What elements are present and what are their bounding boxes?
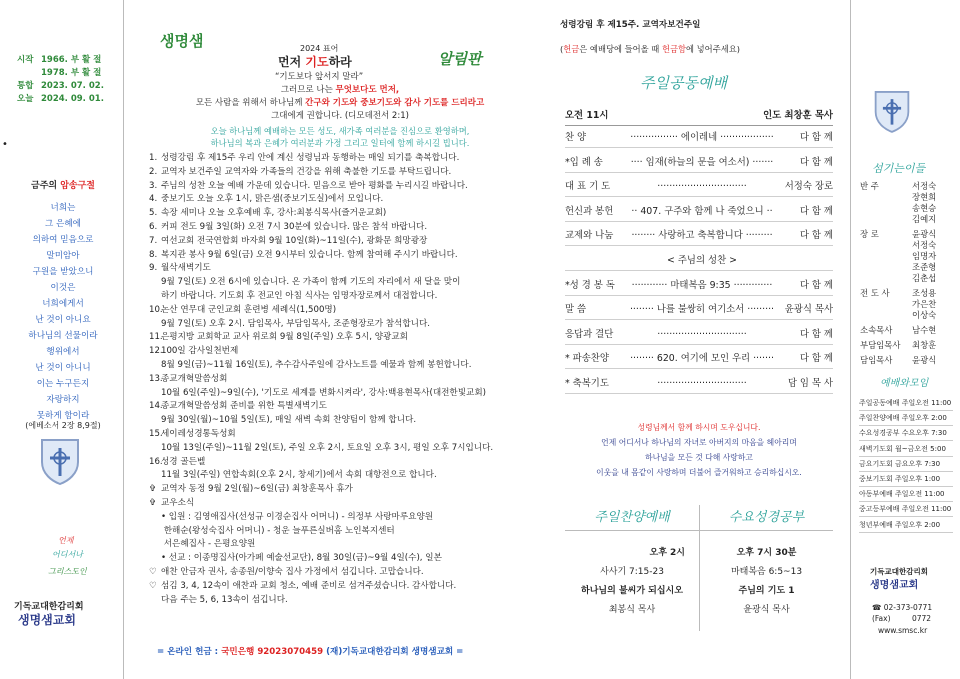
staff-role: 반 주 xyxy=(860,181,879,191)
column-divider xyxy=(850,0,851,679)
worship-order-row: 말 씀 ········ 나를 불쌍히 여기소서 ········· 윤광식 목사 xyxy=(565,300,833,320)
announcement-item: 5. 속장 세미나 오늘 오후예배 후, 강사:최봉식목사(즐거운교회) xyxy=(149,208,387,219)
history-row: 시작 1966. 부 활 절 xyxy=(17,55,102,65)
motto-year: 2024 표어 xyxy=(300,44,339,53)
verse-line: 이는 누구든지 xyxy=(36,379,90,389)
handwritten-note: 어디서나 xyxy=(52,550,83,559)
column-divider xyxy=(123,0,124,679)
verse-line: 자랑하지 xyxy=(46,395,80,405)
staff-role: 담임목사 xyxy=(860,355,893,365)
staff-name: 윤광식 xyxy=(912,355,937,365)
worship-title: 주일공동예배 xyxy=(640,74,727,92)
blessing-message: 성령님께서 함께 하시며 도우십니다. 언제 어디서나 하나님의 자녀로 아버지의 마음을 헤아리며 하나님을 모든 것 다해 사랑하고 이웃을 내 몸같이 사랑하며 더불어 즐거워하고 승리하십시오. xyxy=(596,423,802,477)
denomination-name: 기독교대한감리회 xyxy=(14,602,84,612)
worship-order-row: *성 경 봉 독 ············ 마태복음 9:35 ············· 다 함 께 xyxy=(565,276,833,296)
verse-line: 의하여 믿음으로 xyxy=(32,235,94,245)
program-row: 중고등부예배 주일오전 11:00 xyxy=(859,502,953,517)
announcement-item: 12.100일 감사일천번제 xyxy=(149,346,239,357)
program-row: 아동부예배 주일오전 11:00 xyxy=(859,487,953,502)
announcement-item: 8. 복지관 봉사 9월 6일(금) 오전 9시부터 있습니다. 함께 참여해 주시기 바랍니다. xyxy=(149,249,458,260)
staff-name: 윤광식 xyxy=(912,229,937,239)
history-row: 오늘 2024. 09. 01. xyxy=(17,94,104,104)
verse-reference: (에베소서 2장 8,9절) xyxy=(25,421,101,430)
staff-role: 장 로 xyxy=(860,229,879,239)
fax-number: (Fax) 0772 xyxy=(872,614,932,623)
church-shield-icon xyxy=(38,436,82,486)
website-link[interactable]: www.smsc.kr xyxy=(878,626,928,635)
announcement-item: 9. 월삭새벽기도 xyxy=(149,263,211,274)
staff-role: 부담임목사 xyxy=(860,340,901,350)
memory-verse xyxy=(8,200,118,424)
announcement-item: 10월 13일(주일)~11월 2일(토), 주일 오후 2시, 토요일 오후 3시, 평일 오후 7시입니다. xyxy=(161,442,494,453)
announcement-item: 11.은평지방 교회학교 교사 위로회 9월 8일(주일) 오후 5시, 양광교회 xyxy=(149,332,408,343)
welcome-message: 오늘 하나님께 예배하는 모든 성도, 새가족 여러분을 진심으로 환영하며, 하나님의 복과 은혜가 여러분과 가정 그리고 일터에 함께 하시길 빕니다. xyxy=(210,126,470,148)
staff-name: 남수현 xyxy=(912,325,937,335)
church-shield-icon xyxy=(872,88,912,134)
verse-line: 그 은혜에 xyxy=(45,219,81,229)
phone-number: ☎ 02-373-0771 xyxy=(872,603,933,612)
announcement-item: 7. 여선교회 전국연합회 바자회 9월 10일(화)~11일(수), 광화문 희망광장 xyxy=(149,235,428,246)
verse-line: 너희에게서 xyxy=(42,299,84,309)
history-row: 통합 2023. 07. 02. xyxy=(17,81,104,91)
motto: 먼저 기도하라 xyxy=(278,55,352,69)
announcement-item: 9월 30일(월)~10월 5일(토), 매일 새벽 속회 찬양팀이 함께 합니다. xyxy=(161,415,417,426)
history-row: 1978. 부 활 절 xyxy=(41,68,102,78)
announcement-item: 14.종교개혁말씀성회 준비를 위한 특별새벽기도 xyxy=(149,401,327,412)
handwritten-note: 그리스도인 xyxy=(48,567,87,576)
programs-title: 예배와모임 xyxy=(880,378,929,389)
announcement-item: • 선교 : 이종명집사(아가페 예술선교단), 8월 30일(금)~9월 4일(수), 일본 xyxy=(161,553,442,564)
verse-line: 이것은 xyxy=(50,283,76,293)
staff-role: 소속목사 xyxy=(860,325,893,335)
announcement-item: ✞ 교우소식 xyxy=(149,497,195,508)
announcement-item: 6. 커피 전도 9월 3일(화) 오전 7시 30분에 있습니다. 많은 참석 바랍니다. xyxy=(149,221,428,232)
announcement-item: 9월 7일(토) 오전 6시에 있습니다. 온 가족이 함께 기도의 자리에서 새 달을 맞이 xyxy=(161,277,461,288)
program-row: 수요성경공부 수요오후 7:30 xyxy=(859,426,953,441)
church-name: 생명샘교회 xyxy=(18,613,76,627)
staff-name: 서정숙 xyxy=(912,240,937,250)
announcement-item: 4. 중보기도 오늘 오후 1시, 맑은샘(중보기도실)에서 모입니다. xyxy=(149,194,384,205)
staff-name: 이상숙 xyxy=(912,310,937,320)
worship-order-row: * 축복기도 ······························ 담 임 목 사 xyxy=(565,374,833,394)
announcement-item: 3. 주님의 성찬 오늘 예배 가운데 있습니다. 믿음으로 받아 평화를 누리시길 바랍니다. xyxy=(149,180,468,191)
verse-line: 말미암아 xyxy=(46,251,80,261)
exhortation: 그러므로 나는 무엇보다도 먼저, 모든 사람을 위해서 하나님께 간구와 기도와 중보기도와 감사 기도를 드리라고 그대에게 권합니다. (디모데전서 2:1) xyxy=(195,85,485,121)
worship-order-row: *입 례 송 ···· 임재(하늘의 문을 여소서) ······· 다 함 께 xyxy=(565,153,833,173)
program-row: 주일공동예배 주일오전 11:00 xyxy=(859,396,953,411)
announcement-item: ♡ 애찬 안금자 권사, 송종원/이향숙 집사 가정에서 섬깁니다. 고맙습니다. xyxy=(149,566,424,577)
staff-name: 장현희 xyxy=(912,192,937,202)
announcement-item: 13.종교개혁말씀성회 xyxy=(149,373,228,384)
worship-order-row: 대 표 기 도 ······························ 서정숙 장로 xyxy=(565,177,833,197)
announcement-item: 10.논산 연무대 군인교회 훈련병 세례식(1,500명) xyxy=(149,304,337,315)
afternoon-service-header: 주일찬양예배 xyxy=(565,505,699,531)
verse-line: 난 것이 아니요 xyxy=(35,315,91,325)
bullet-dot: • xyxy=(2,139,8,150)
staff-name: 최창훈 xyxy=(912,340,937,350)
worship-time-row: 오전 11시 인도 최창훈 목사 xyxy=(565,106,833,126)
verse-line: 너희는 xyxy=(50,203,76,213)
denomination-name: 기독교대한감리회 xyxy=(870,567,928,576)
verse-line: 난 것이 아니니 xyxy=(35,363,91,373)
wednesday-study-header: 수요성경공부 xyxy=(699,505,833,531)
afternoon-service: 오후 2시 사사기 7:15-23 하나님의 불씨가 되십시오 최봉식 목사 xyxy=(581,548,685,615)
announcement-list xyxy=(149,152,544,607)
announcement-item: 하기 바랍니다. 기도회 후 전교인 아침 식사는 임명자장로께서 대접합니다. xyxy=(161,290,438,301)
announcement-item: 10월 6일(주일)~9일(수), '기도로 세계를 변화시켜라', 강사:백용현목사(대전한빛교회) xyxy=(161,387,486,398)
announcement-item: 1. 성령강림 후 제15주 우리 안에 계신 성령님과 동행하는 매일 되기를 축복합니다. xyxy=(149,153,460,163)
bulletin-title: 생명샘 xyxy=(160,32,204,50)
worship-order-row: 응답과 결단 ······························ 다 함 께 xyxy=(565,325,833,345)
staff-role: 전 도 사 xyxy=(860,288,890,298)
notice-board-title: 알림판 xyxy=(438,50,482,68)
church-name: 생명샘교회 xyxy=(870,580,919,591)
program-row: 새벽기도회 월~금오전 5:00 xyxy=(859,442,953,457)
announcement-item: 다음 주는 5, 6, 13속이 섬깁니다. xyxy=(161,594,288,605)
sunday-header: 성령강림 후 제15주. 교역자보건주일 xyxy=(560,20,701,30)
worship-order-row: < 주님의 성찬 > xyxy=(565,251,833,271)
handwritten-note: 언제 xyxy=(58,536,74,545)
program-row: 청년부예배 주일오후 2:00 xyxy=(859,518,953,533)
staff-name: 가은찬 xyxy=(912,299,937,309)
worship-order-row: 찬 양 ················ 에이레네 ·················· 다 함 께 xyxy=(565,128,833,148)
staff-name: 김춘섭 xyxy=(912,273,937,283)
staff-name: 송현승 xyxy=(912,203,937,213)
staff-name: 서정숙 xyxy=(912,181,937,191)
staff-name: 김예지 xyxy=(912,214,937,224)
announcement-item: 한해순(왕성숙집사 어머니) - 청운 늘푸른실버홈 노인복지센터 xyxy=(161,525,395,536)
online-offering: = 온라인 헌금 : 국민은행 92023070459 (재)기독교대한감리회 생명샘교회 = xyxy=(157,647,464,657)
verse-line: 구원을 받았으니 xyxy=(32,267,94,277)
program-row: 금요기도회 금요오후 7:30 xyxy=(859,457,953,472)
staff-title: 섬기는이들 xyxy=(872,162,926,175)
wednesday-study: 오후 7시 30분 마태복음 6:5~13 주님의 기도 1 윤광식 목사 xyxy=(730,548,803,615)
staff-name: 임명자 xyxy=(912,251,937,261)
announcement-item: 11월 3일(주일) 연합속회(오후 2시, 창세기)에서 속회 대항전으로 합니다. xyxy=(161,470,437,481)
announcement-item: ♡ 섬김 3, 4, 12속이 애찬과 교회 청소, 예배 준비로 섬겨주셨습니다. 감사합니다. xyxy=(149,580,457,591)
announcement-item: 15.세이레성경통독성회 xyxy=(149,428,236,439)
offering-notice: (헌금은 예배당에 들어올 때 헌금함에 넣어주세요) xyxy=(560,44,740,54)
announcement-item: • 입원 : 김영애집사(선성규 이경순집사 어머니) - 의정부 사랑마루요양원 xyxy=(161,511,434,522)
verse-heading: 금주의 암송구절 xyxy=(31,181,95,191)
announcement-item: 8월 9일(금)~11월 16일(토), 추수감사주일에 감사노트를 예물과 함께 봉헌합니다. xyxy=(161,359,472,370)
announcement-item: 2. 교역자 보건주일 교역자와 가족들의 건강을 위해 축불한 기도를 부탁드립니다. xyxy=(149,166,452,177)
announcement-item: ✞ 교역자 동정 9월 2일(월)~6일(금) 최창훈목사 휴가 xyxy=(149,484,353,495)
announcement-item: 16.성경 골든벨 xyxy=(149,456,206,467)
program-row: 중보기도회 주일오후 1:00 xyxy=(859,472,953,487)
worship-order-row: 교제와 나눔 ········ 사랑하고 축복합니다 ········· 다 함 께 xyxy=(565,226,833,246)
church-history xyxy=(17,54,104,106)
motto-subtitle: “기도보다 앞서지 말라” xyxy=(275,72,364,82)
worship-order-row: 헌신과 봉헌 ·· 407. 구주와 함께 나 죽었으니 ·· 다 함 께 xyxy=(565,202,833,222)
verse-line: 하나님의 선물이라 xyxy=(28,331,98,341)
verse-line: 못하게 함이라 xyxy=(36,411,90,421)
worship-order-row: * 파송찬양 ········ 620. 여기에 모인 우리 ······· 다 함 께 xyxy=(565,349,833,369)
staff-name: 조성용 xyxy=(912,288,937,298)
announcement-item: 서은혜집사 - 은평요양원 xyxy=(161,539,256,550)
program-row: 주일찬양예배 주일오후 2:00 xyxy=(859,411,953,426)
announcement-item: 9월 7일(토) 오후 2시. 담임목사, 부담임목사, 조준형장로가 참석합니다. xyxy=(161,318,430,329)
staff-name: 조준형 xyxy=(912,262,937,272)
verse-line: 행위에서 xyxy=(46,347,80,357)
